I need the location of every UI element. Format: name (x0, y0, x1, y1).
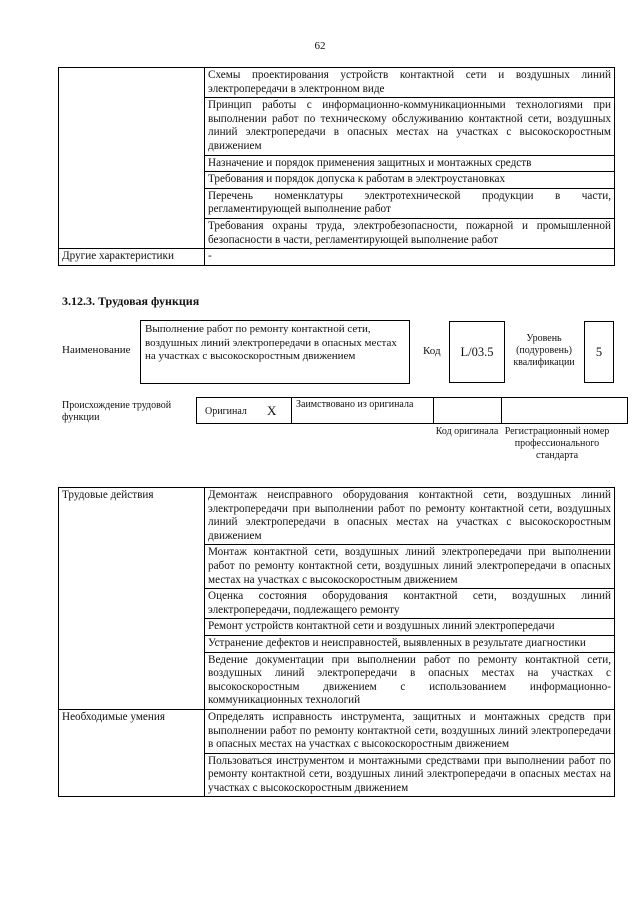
level-value: 5 (595, 345, 603, 359)
reg-number-label: Регистрационный номер профессионального стандарта (504, 426, 610, 461)
code-box (449, 321, 505, 383)
table-cell: Определять исправность инструмента, защитных и монтажных средств при выполнении работ по ремонту контактной сети, воздушных линий электропередачи в опасных местах на участках с высокоскоростным движением (205, 709, 615, 753)
divider (291, 397, 292, 424)
table-cell: Монтаж контактной сети, воздушных линий электропередачи при выполнении работ по ремонту контактной сети, воздушных линий электропередачи в опасных местах на участках с высокоскоростным движением (205, 545, 615, 589)
table-cell: Ремонт устройств контактной сети и воздушных линий электропередачи (205, 619, 615, 636)
level-box (584, 321, 614, 383)
code-original-label: Код оригинала (435, 426, 499, 437)
table-cell: Назначение и порядок применения защитных и монтажных средств (205, 155, 615, 172)
function-name-box (140, 320, 410, 384)
table-cell: Схемы проектирования устройств контактной сети и воздушных линий электропередачи в электронном виде (205, 68, 615, 98)
original-label: Оригинал (205, 406, 247, 417)
table-cell: Перечень номенклатуры электротехнической продукции в части, регламентирующей выполнение работ (205, 188, 615, 218)
table-row (59, 709, 615, 753)
knowledge-table (58, 67, 615, 266)
table-cell: Ведение документации при выполнении работ по ремонту контактной сети, воздушных линий электропередачи в опасных местах на участках с высокоскоростным движением с использованием информационно-коммуникационных технологий (205, 652, 615, 709)
function-name: Выполнение работ по ремонту контактной сети, воздушных линий электропередачи в опасных местах на участках с высокоскоростным движением (145, 323, 397, 362)
table-cell: Требования охраны труда, электробезопасности, пожарной и промышленной безопасности в части, регламентирующей выполнение работ (205, 218, 615, 248)
divider (433, 397, 434, 424)
name-label: Наименование (62, 344, 131, 356)
section-title: 3.12.3. Трудовая функция (62, 294, 200, 308)
row-label: Необходимые умения (59, 709, 205, 797)
table-cell: Пользоваться инструментом и монтажными средствами при выполнении работ по ремонту контактной сети, воздушных линий электропередачи в опасных местах на участках с высокоскоростным движением (205, 753, 615, 797)
table-row (59, 249, 615, 266)
actions-table (58, 487, 615, 797)
origin-box (196, 397, 628, 424)
table-row (59, 488, 615, 545)
table-cell: Требования и порядок допуска к работам в электроустановках (205, 172, 615, 189)
code-label: Код (423, 345, 441, 357)
page-number: 62 (314, 40, 326, 52)
row-label: Другие характеристики (59, 249, 205, 266)
divider (501, 397, 502, 424)
row-label (59, 68, 205, 249)
row-label: Трудовые действия (59, 488, 205, 710)
table-cell: Демонтаж неисправного оборудования контактной сети, воздушных линий электропередачи при выполнении работ по ремонту контактной сети, воздушных линий электропередачи в опасных местах на участках с высокоскоростным движением (205, 488, 615, 545)
borrowed-label: Заимствовано из оригинала (296, 399, 414, 410)
table-cell: Оценка состояния оборудования контактной сети, воздушных линий электропередачи, подлежащего ремонту (205, 589, 615, 619)
level-label: Уровень (подуровень) квалификации (513, 333, 575, 368)
table-cell: Принцип работы с информационно-коммуникационными технологиями при выполнении работ по техническому обслуживанию контактной сети, воздушных линий электропередачи в опасных местах на участках с высокоскоростным движением (205, 98, 615, 155)
table-row (59, 68, 615, 98)
origin-label: Происхождение трудовой функции (62, 400, 172, 423)
code-value: L/03.5 (460, 345, 494, 359)
table-cell: - (205, 249, 615, 266)
table-cell: Устранение дефектов и неисправностей, выявленных в результате диагностики (205, 635, 615, 652)
original-mark: X (267, 403, 277, 418)
